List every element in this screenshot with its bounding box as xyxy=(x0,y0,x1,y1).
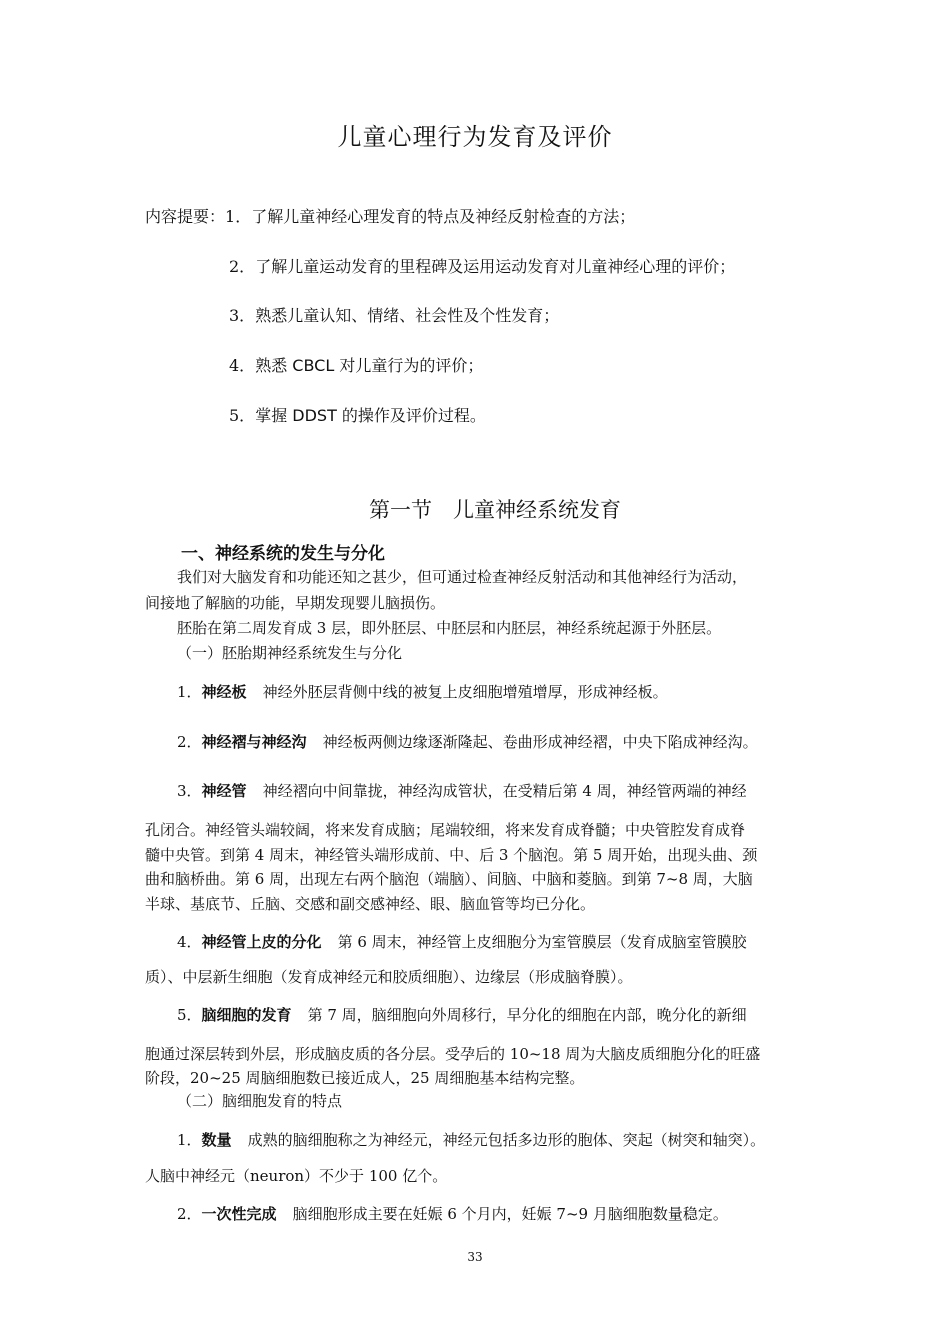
item-quantity-line-2: 人脑中神经元（neuron）不少于 100 亿个。 xyxy=(145,1167,448,1185)
item-number: 3． xyxy=(177,782,202,800)
item-one-time xyxy=(177,1203,728,1224)
item-term: 一次性完成 xyxy=(201,1205,277,1223)
item-term: 神经板 xyxy=(201,683,247,701)
item-tube-epithelium xyxy=(177,931,747,952)
item-brain-cell-line-2: 胞通过深层转到外层，形成脑皮质的各分层。受孕后的 10~18 周为大脑皮质细胞分化的旺盛 xyxy=(145,1045,761,1063)
item-number: 1． xyxy=(177,683,202,701)
summary-label: 内容提要： xyxy=(145,207,226,226)
item-number: 5． xyxy=(177,1006,202,1024)
item-brain-cell xyxy=(177,1004,747,1025)
item-text: 第 7 周，脑细胞向外周移行，早分化的细胞在内部，晚分化的新细 xyxy=(307,1006,747,1024)
item-tube-epithelium-line-2: 质）、中层新生细胞（发育成神经元和胶质细胞）、边缘层（形成脑脊膜）。 xyxy=(145,968,633,986)
summary-line-2 xyxy=(229,254,735,277)
summary-item-1-num: 1． xyxy=(225,207,252,226)
summary-item-4-num: 4． xyxy=(229,356,256,375)
subheading-1: （一）胚胎期神经系统发生与分化 xyxy=(177,644,403,662)
intro-2: 胚胎在第二周发育成 3 层，即外胚层、中胚层和内胚层，神经系统起源于外胚层。 xyxy=(177,619,722,637)
item-term: 脑细胞的发育 xyxy=(201,1006,292,1024)
item-neural-plate xyxy=(177,681,668,702)
item-neural-tube-line-3: 髓中央管。到第 4 周末，神经管头端形成前、中、后 3 个脑泡。第 5 周开始，出现头曲、颈 xyxy=(145,846,758,864)
summary-item-4-text: 熟悉 CBCL 对儿童行为的评价； xyxy=(255,356,484,375)
item-number: 2． xyxy=(177,733,202,751)
item-brain-cell-line-3: 阶段，20~25 周脑细胞数已接近成人，25 周细胞基本结构完整。 xyxy=(145,1069,585,1087)
intro-line-2: 间接地了解脑的功能，早期发现婴儿脑损伤。 xyxy=(145,594,446,612)
item-text: 神经板两侧边缘逐渐隆起、卷曲形成神经褶，中央下陷成神经沟。 xyxy=(322,733,758,751)
item-text: 脑细胞形成主要在妊娠 6 个月内，妊娠 7~9 月脑细胞数量稳定。 xyxy=(292,1205,728,1223)
item-text: 神经外胚层背侧中线的被复上皮细胞增殖增厚，形成神经板。 xyxy=(262,683,668,701)
item-number: 2． xyxy=(177,1205,202,1223)
summary-item-1-text: 了解儿童神经心理发育的特点及神经反射检查的方法； xyxy=(251,207,636,226)
page-number: 33 xyxy=(467,1250,483,1264)
item-term: 神经褶与神经沟 xyxy=(201,733,307,751)
item-term: 神经管 xyxy=(201,782,247,800)
subheading-2: （二）脑细胞发育的特点 xyxy=(177,1092,343,1110)
item-text: 神经褶向中间靠拢，神经沟成管状，在受精后第 4 周，神经管两端的神经 xyxy=(262,782,747,800)
item-neural-tube-line-2: 孔闭合。神经管头端较阔，将来发育成脑；尾端较细，将来发育成脊髓；中央管腔发育成脊 xyxy=(145,821,746,839)
item-text: 成熟的脑细胞称之为神经元，神经元包括多边形的胞体、突起（树突和轴突）。 xyxy=(247,1131,766,1149)
item-neural-fold xyxy=(177,731,758,752)
heading-1: 一、神经系统的发生与分化 xyxy=(181,544,385,564)
item-quantity xyxy=(177,1129,765,1150)
summary-item-2-num: 2． xyxy=(229,257,256,276)
summary-item-3-num: 3． xyxy=(229,306,256,325)
summary-item-5-num: 5． xyxy=(229,406,256,425)
item-term: 数量 xyxy=(201,1131,232,1149)
item-neural-tube-line-5: 半球、基底节、丘脑、交感和副交感神经、眼、脑血管等均已分化。 xyxy=(145,895,596,913)
summary-line-4 xyxy=(229,353,483,376)
item-term: 神经管上皮的分化 xyxy=(201,933,322,951)
summary-line-1 xyxy=(145,204,635,227)
item-neural-tube xyxy=(177,780,747,801)
item-number: 4． xyxy=(177,933,202,951)
summary-item-3-text: 熟悉儿童认知、情绪、社会性及个性发育； xyxy=(255,306,560,325)
item-number: 1． xyxy=(177,1131,202,1149)
summary-item-5-text: 掌握 DDST 的操作及评价过程。 xyxy=(255,406,486,425)
intro-line-1: 我们对大脑发育和功能还知之甚少，但可通过检查神经反射活动和其他神经行为活动， xyxy=(177,568,748,586)
item-text: 第 6 周末，神经管上皮细胞分为室管膜层（发育成脑室管膜胶 xyxy=(337,933,747,951)
item-neural-tube-line-4: 曲和脑桥曲。第 6 周，出现左右两个脑泡（端脑）、间脑、中脑和菱脑。到第 7~8 周，大脑 xyxy=(145,870,753,888)
section-title: 第一节 儿童神经系统发育 xyxy=(369,498,621,522)
page-title: 儿童心理行为发育及评价 xyxy=(337,123,613,151)
summary-item-2-text: 了解儿童运动发育的里程碑及运用运动发育对儿童神经心理的评价； xyxy=(255,257,736,276)
summary-line-3 xyxy=(229,303,559,326)
summary-line-5 xyxy=(229,403,486,426)
